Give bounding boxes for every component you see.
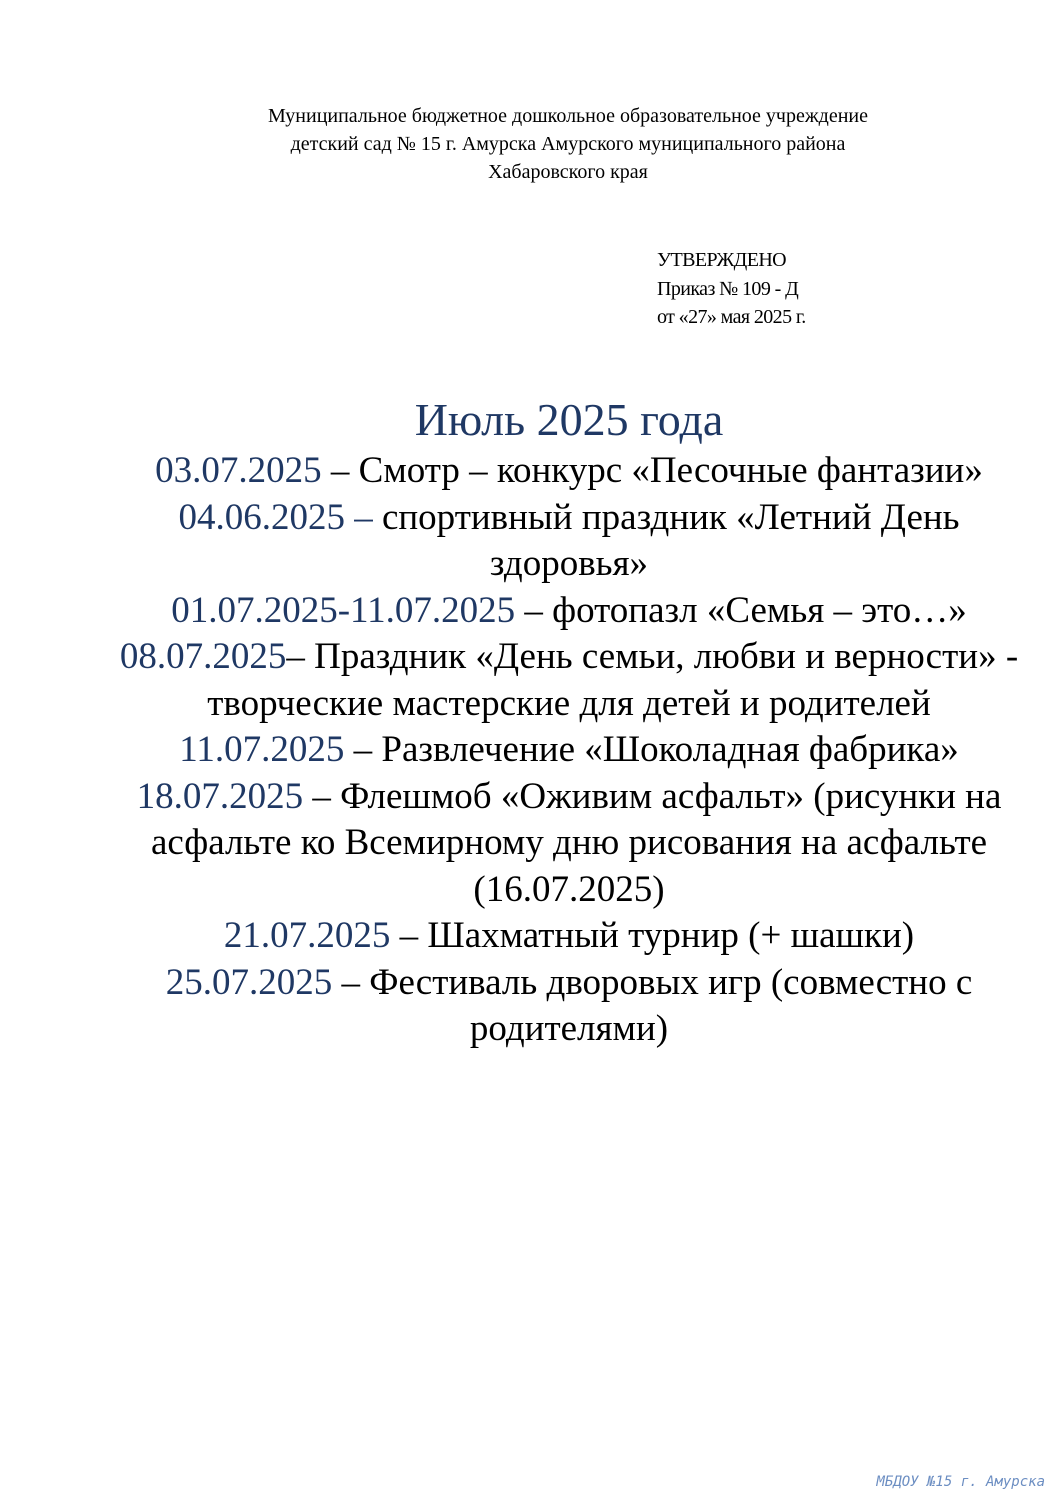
event-item <box>100 913 1038 960</box>
event-description: спортивный праздник «Летний День здоровья» <box>381 496 960 584</box>
event-description: – Праздник «День семьи, любви и верности» - творческие мастерские для детей и родителей <box>207 636 1019 724</box>
org-name-line-1: Муниципальное бюджетное дошкольное образовательное учреждение <box>268 105 868 127</box>
footer-watermark: МБДОУ №15 г. Амурска <box>876 1474 1045 1490</box>
plan-title: Июль 2025 года <box>414 394 724 445</box>
event-item <box>100 495 1038 588</box>
event-item <box>100 774 1038 914</box>
event-item <box>100 960 1038 1053</box>
event-item <box>100 634 1038 727</box>
event-item <box>100 448 1038 495</box>
organization-header <box>60 102 1061 186</box>
event-item <box>100 588 1038 635</box>
event-date: 21.07.2025 <box>223 915 391 956</box>
approval-status: УТВЕРЖДЕНО <box>657 249 787 271</box>
org-name-line-2: детский сад № 15 г. Амурска Амурского муниципального района <box>290 133 846 155</box>
event-description: – Флешмоб «Оживим асфальт» (рисунки на асфальте ко Всемирному дню рисования на асфальте (16.07.2025) <box>150 775 1002 910</box>
event-date: 04.06.2025 – <box>178 496 382 538</box>
event-date: 18.07.2025 <box>136 775 304 817</box>
events-plan <box>100 392 1038 1053</box>
event-date: 25.07.2025 <box>165 961 333 1003</box>
event-description: – Смотр – конкурс «Песочные фантазии» <box>330 450 983 491</box>
event-date: 01.07.2025-11.07.2025 <box>171 589 516 631</box>
approval-stamp <box>657 246 806 332</box>
approval-date: от «27» мая 2025 г. <box>657 306 806 328</box>
org-name-line-3: Хабаровского края <box>488 161 648 183</box>
event-description: – Развлечение «Шоколадная фабрика» <box>344 729 959 770</box>
event-description: – Фестиваль дворовых игр (совместно с родителями) <box>332 961 973 1049</box>
approval-order-number: Приказ № 109 - Д <box>657 277 799 300</box>
event-date: 03.07.2025 <box>155 450 331 491</box>
event-list <box>100 448 1038 1053</box>
event-date: 11.07.2025 <box>179 729 345 770</box>
event-description: – Шахматный турнир (+ шашки) <box>390 915 915 956</box>
event-item <box>100 727 1038 774</box>
event-date: 08.07.2025 <box>119 636 287 677</box>
event-description: – фотопазл «Семья – это…» <box>515 589 967 631</box>
